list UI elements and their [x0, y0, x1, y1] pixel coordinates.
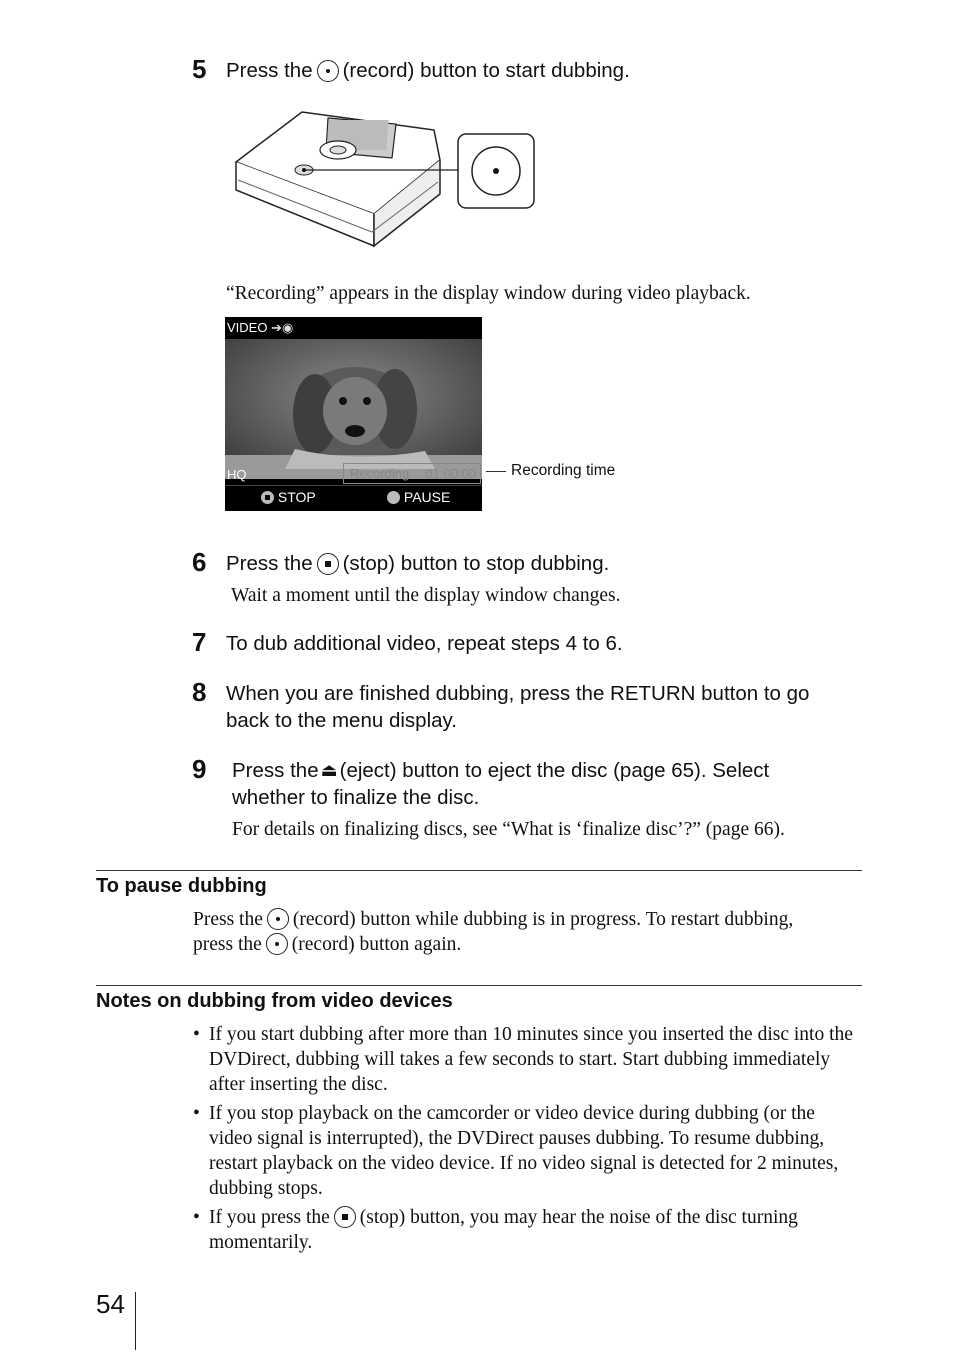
record-icon: [267, 908, 289, 930]
pause-label: PAUSE: [403, 489, 451, 505]
list-item: [193, 1022, 861, 1097]
stop-label: STOP: [277, 489, 316, 505]
pause-button: [387, 489, 450, 505]
pause-pre: Press the: [193, 909, 263, 930]
page-number: 54: [96, 1289, 125, 1319]
note-text: If you stop playback on the camcorder or video device during dubbing (or the video signal is interrupted), the DVDirect pauses dubbing. To resume dubbing, restart playback on the video device. If no video signal is detected for 2 minutes, dubbing stops.: [209, 1103, 839, 1199]
video-label: [227, 320, 293, 336]
list-item: [193, 1101, 861, 1201]
recording-time-callout: Recording time: [511, 462, 616, 479]
step-text-pre: Press the: [226, 59, 313, 82]
notes-list: [193, 1022, 861, 1259]
list-item: [193, 1205, 861, 1255]
note-text-pre: If you press the: [209, 1207, 330, 1228]
record-icon: [387, 491, 400, 504]
step-9-note: For details on finalizing discs, see “What is ‘finalize disc’?” (page 66).: [232, 819, 785, 840]
stop-button: [261, 489, 316, 505]
recording-caption: “Recording” appears in the display window during video playback.: [226, 283, 751, 304]
bullet: •: [193, 1103, 200, 1124]
note-text: If you start dubbing after more than 10 minutes since you inserted the disc into the DVDirect, dubbing will takes a few seconds to start. Start dubbing immediately after inserting the disc.: [209, 1024, 853, 1095]
step-6-text: [226, 550, 609, 577]
recording-status-box: [343, 463, 481, 484]
step-5-text: [226, 57, 630, 84]
quality-label: HQ: [227, 467, 247, 482]
display-window: [225, 317, 482, 511]
page-number-rule: [135, 1292, 136, 1350]
step-9-line2: whether to finalize the disc.: [232, 786, 480, 809]
step-number: 9: [192, 754, 207, 784]
record-icon: [266, 933, 288, 955]
callout-line: [486, 471, 506, 472]
stop-icon: [261, 491, 274, 504]
dog-photo: [225, 339, 482, 479]
step-number: 8: [192, 677, 207, 707]
arrow-disc-icon: ➔◉: [267, 320, 294, 335]
step-text-post: (stop) button to stop dubbing.: [342, 552, 610, 575]
step-number: 5: [192, 54, 207, 84]
pause-text-line2: [193, 932, 461, 957]
section-divider: [96, 870, 862, 871]
stop-icon: [334, 1206, 356, 1228]
step-7-text: To dub additional video, repeat steps 4 to 6.: [226, 632, 623, 655]
step-number: 7: [192, 627, 207, 657]
note-text-post: (stop) button, you may hear the noise of the disc turning momentarily.: [209, 1207, 798, 1253]
pause-post: (record) button again.: [291, 934, 462, 955]
step-9-line1: [232, 757, 769, 784]
pause-text-line1: [193, 907, 793, 932]
step-8-line2: back to the menu display.: [226, 709, 457, 732]
record-icon: [317, 60, 339, 82]
step-8-line1: When you are finished dubbing, press the RETURN button to go: [226, 682, 810, 705]
pause-post: (record) button while dubbing is in progress. To restart dubbing,: [292, 909, 794, 930]
section-divider: [96, 985, 862, 986]
step-6-note: Wait a moment until the display window changes.: [231, 585, 621, 606]
time-text: 01:00:00: [425, 466, 476, 481]
video-label-text: VIDEO: [227, 320, 268, 335]
step-text-post: (record) button to start dubbing.: [342, 59, 630, 82]
bullet: •: [193, 1207, 200, 1228]
step-text-pre: Press the: [226, 552, 313, 575]
eject-icon: ⏏: [320, 760, 338, 780]
bullet: •: [193, 1024, 200, 1045]
step-text-pre: Press the: [232, 759, 319, 782]
stop-icon: [317, 553, 339, 575]
step-number: 6: [192, 547, 207, 577]
pause-heading: To pause dubbing: [96, 875, 267, 897]
step-text-post: (eject) button to eject the disc (page 65). Select: [339, 759, 770, 782]
dvdirect-device-illustration: [228, 100, 540, 255]
notes-heading: Notes on dubbing from video devices: [96, 990, 453, 1012]
status-text: Recording: [350, 466, 410, 481]
pause-pre: press the: [193, 934, 262, 955]
